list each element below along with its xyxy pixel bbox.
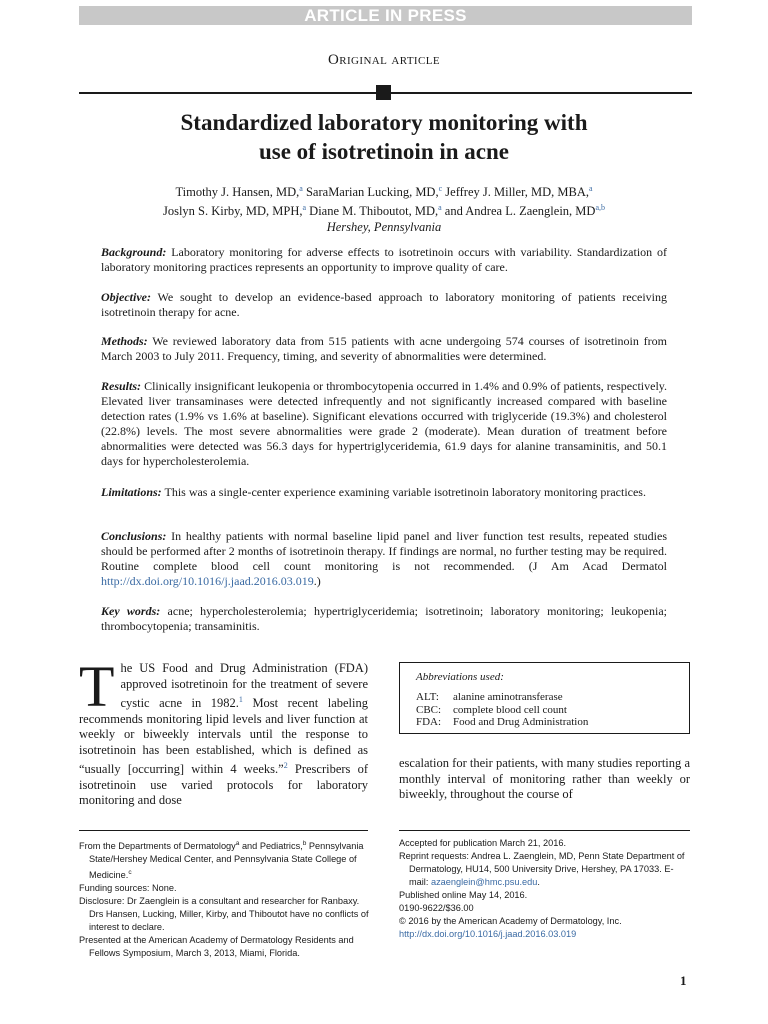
footnote-rule-right [399, 830, 690, 831]
page-number: 1 [680, 973, 687, 988]
abbreviation-key: CBC: [416, 703, 442, 716]
affiliation-ref[interactable]: c [438, 184, 443, 193]
abbreviation-row [416, 716, 677, 729]
section-label: Original article [328, 52, 440, 68]
footnote-reprint [399, 850, 692, 889]
abstract-label: Key words: [101, 604, 161, 618]
abstract-label: Limitations: [101, 485, 162, 499]
article-in-press-banner: ARTICLE IN PRESS [79, 6, 692, 25]
abstract-text: In healthy patients with normal baseline lipid panel and liver function test results, repeated studies should be performed after 2 months of isotretinoin therapy. If findings are normal, no further testing may be required. Routine complete blood cell count monitoring is not recommended. (J Am Acad Dermatol [101, 529, 668, 573]
author-location: Hershey, Pennsylvania [326, 220, 442, 235]
footnote-text: . [537, 877, 540, 887]
abstract-text: Clinically insignificant leukopenia or thrombocytopenia occurred in 1.4% and 0.9% of patients, respectively. Elevated liver transaminases were detected infrequently and not significantly increased compared with baseline detection rates (1.9% vs 1.6% at baseline). Significant elevations occurred with triglyceride (19.3%) and cholesterol (22.8%) levels. The most severe abnormalities were grade 2 (moderate). Mean duration of treatment before abnormalities were detected was 56.3 days for hypertriglyceridemia, 61.9 days for alanine transaminitis, and 50.1 days for hypercholesterolemia. [101, 379, 668, 468]
abstract-label: Conclusions: [101, 529, 167, 543]
affiliation-marker: a [235, 840, 240, 847]
footnote-text: and Pediatrics, [239, 841, 303, 852]
author: Joslyn S. Kirby, MD, MPH, [162, 204, 303, 219]
abstract-background [101, 245, 667, 275]
footnote-affiliations [79, 837, 370, 882]
abstract-conclusions [101, 529, 667, 589]
citation-ref[interactable]: 1 [238, 695, 243, 704]
title-line-1: Standardized laboratory monitoring with [180, 110, 588, 135]
author: SaraMarian Lucking, MD, [305, 185, 439, 200]
body-text: he US Food and Drug Administration (FDA) approved isotretinoin for the treatment of severe cystic acne in 1982. [120, 661, 368, 711]
abstract-keywords [101, 604, 667, 634]
abbreviation-key: FDA: [416, 716, 442, 728]
body-text: Most recent labeling recommends monitoring lipid levels and liver function at weekly or biweekly intervals until the response to isotretinoin has been established, which is defined as “usually [occurring] within 4 weeks.” [79, 696, 368, 777]
affiliation-ref[interactable]: a [302, 203, 307, 213]
abstract-methods [101, 334, 667, 364]
abbreviation-definition: Food and Drug Administration [453, 716, 589, 728]
body-column-right [399, 756, 690, 803]
email-link[interactable]: azaenglein@hmc.psu.edu [430, 877, 538, 887]
affiliation-ref[interactable]: a [438, 203, 442, 213]
footnote-rule-left [79, 830, 368, 831]
body-text: escalation for their patients, with many studies reporting a monthly interval of monitoring rather than weekly or biweekly, throughout the course of [399, 756, 690, 801]
abstract-results [101, 379, 667, 469]
abbreviations-box [399, 662, 690, 734]
footnote-published: Published online May 14, 2016. [399, 890, 528, 900]
abstract-label: Methods: [101, 334, 148, 348]
affiliation-ref[interactable]: a [299, 184, 303, 193]
footnote-issn: 0190-9622/$36.00 [399, 903, 474, 913]
abstract-label: Results: [101, 379, 142, 393]
footnote-disclosure: Disclosure: Dr Zaenglein is a consultant and researcher for Ranbaxy. Drs Hansen, Lucking, Miller, Kirby, and Thiboutot have no conflicts of interest to declare. [79, 896, 369, 933]
abbreviation-row [416, 704, 677, 717]
abstract-text: Laboratory monitoring for adverse effects to isotretinoin occurs with variability. Standardization of laboratory monitoring practices represents an opportunity to improve quality of care. [101, 245, 667, 274]
affiliation-marker: b [302, 840, 307, 847]
abstract-objective [101, 290, 667, 320]
footnotes-right [399, 837, 692, 941]
article-title [79, 108, 689, 166]
footnotes-left [79, 837, 370, 960]
footnote-text: Pennsylvania State/Hershey Medical Center, and Pennsylvania State College of Medicine. [89, 841, 364, 881]
citation-ref[interactable]: 2 [283, 761, 288, 771]
abstract-text: .) [313, 574, 321, 588]
footnote-text: From the Departments of Dermatology [79, 841, 236, 852]
title-rule-marker [376, 85, 391, 100]
abstract-text: We reviewed laboratory data from 515 patients with acne undergoing 574 courses of isotretinoin from March 2003 to July 2011. Frequency, timing, and severity of abnormalities were determined. [101, 334, 667, 363]
footnote-copyright: © 2016 by the American Academy of Dermatology, Inc. [399, 916, 622, 926]
abstract-limitations [101, 485, 667, 500]
author: Diane M. Thiboutot, MD, [309, 204, 439, 219]
abbreviation-row [416, 691, 677, 704]
body-text: Prescribers of isotretinoin use varied protocols for laboratory monitoring and dose [79, 762, 369, 808]
author-list [79, 181, 689, 235]
title-line-2: use of isotretinoin in acne [258, 139, 510, 164]
abstract-text: This was a single-center experience examining variable isotretinoin laboratory monitoring practices. [164, 485, 646, 499]
footnote-presented: Presented at the American Academy of Dermatology Residents and Fellows Symposium, March 3, 2013, Miami, Florida. [79, 935, 354, 959]
body-column-left [79, 654, 369, 809]
abstract-label: Background: [101, 245, 167, 259]
drop-cap: T [79, 654, 115, 719]
footnote-text: Reprint requests: Andrea L. Zaenglein, MD, Penn State Department of Dermatology, HU14, 500 University Drive, Hershey, PA 17033. E-mail: [399, 851, 685, 887]
abstract-text: We sought to develop an evidence-based approach to laboratory monitoring of patients receiving isotretinoin therapy for acne. [101, 290, 667, 319]
footnote-funding: Funding sources: None. [79, 883, 177, 894]
keywords-text: acne; hypercholesterolemia; hypertriglyceridemia; isotretinoin; laboratory monitoring; leukopenia; thrombocytopenia; transaminitis. [101, 604, 667, 633]
abbreviation-key: ALT: [416, 691, 439, 703]
affiliation-ref[interactable]: a,b [595, 203, 606, 213]
affiliation-marker: c [128, 869, 132, 877]
abbreviations-title: Abbreviations used: [416, 671, 504, 683]
abbreviation-definition: complete blood cell count [453, 703, 567, 716]
author: and Andrea L. Zaenglein, MD [444, 204, 596, 219]
affiliation-ref[interactable]: a [588, 184, 593, 193]
author: Jeffrey J. Miller, MD, MBA, [445, 185, 589, 200]
abbreviation-definition: alanine aminotransferase [453, 691, 563, 703]
doi-link[interactable]: http://dx.doi.org/10.1016/j.jaad.2016.03.019 [399, 929, 577, 939]
footnote-accepted: Accepted for publication March 21, 2016. [399, 838, 567, 848]
author: Timothy J. Hansen, MD, [175, 185, 300, 200]
abstract-label: Objective: [101, 290, 151, 304]
doi-link[interactable]: http://dx.doi.org/10.1016/j.jaad.2016.03.019 [101, 574, 314, 588]
